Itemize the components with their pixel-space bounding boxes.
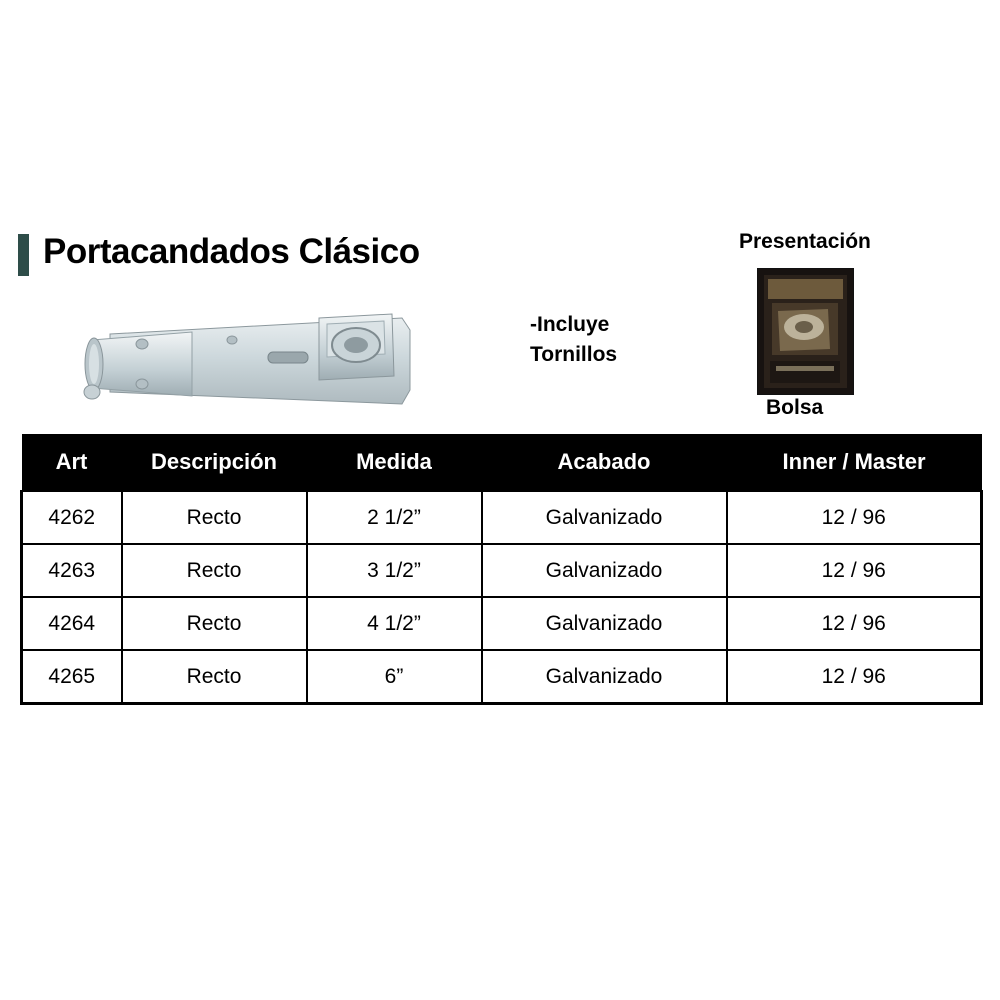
cell-art: 4264: [22, 597, 122, 650]
presentation-photo: [757, 268, 854, 395]
cell-inner-master: 12 / 96: [727, 544, 982, 597]
cell-descripcion: Recto: [122, 544, 307, 597]
cell-descripcion: Recto: [122, 491, 307, 544]
title-accent-bar: [18, 234, 29, 276]
cell-medida: 6”: [307, 650, 482, 704]
includes-note: [530, 310, 617, 370]
column-header-acabado: Acabado: [482, 434, 727, 491]
presentation-caption: Bolsa: [766, 396, 824, 419]
cell-art: 4263: [22, 544, 122, 597]
product-photo: [72, 300, 427, 425]
includes-note-line1: -Incluye: [530, 313, 610, 336]
product-title: Portacandados Clásico: [43, 232, 420, 271]
cell-acabado: Galvanizado: [482, 597, 727, 650]
cell-acabado: Galvanizado: [482, 491, 727, 544]
page-title: [18, 232, 420, 276]
cell-art: 4265: [22, 650, 122, 704]
table-row: [22, 491, 982, 544]
presentation-label: Presentación: [739, 230, 871, 253]
cell-medida: 3 1/2”: [307, 544, 482, 597]
cell-inner-master: 12 / 96: [727, 597, 982, 650]
cell-inner-master: 12 / 96: [727, 491, 982, 544]
spec-table: [20, 434, 983, 705]
cell-inner-master: 12 / 96: [727, 650, 982, 704]
cell-acabado: Galvanizado: [482, 544, 727, 597]
table-header-row: [22, 434, 982, 491]
table-row: [22, 650, 982, 704]
cell-art: 4262: [22, 491, 122, 544]
column-header-art: Art: [22, 434, 122, 491]
cell-acabado: Galvanizado: [482, 650, 727, 704]
column-header-inner-master: Inner / Master: [727, 434, 982, 491]
column-header-descripcion: Descripción: [122, 434, 307, 491]
cell-medida: 2 1/2”: [307, 491, 482, 544]
cell-medida: 4 1/2”: [307, 597, 482, 650]
table-row: [22, 597, 982, 650]
table-row: [22, 544, 982, 597]
column-header-medida: Medida: [307, 434, 482, 491]
cell-descripcion: Recto: [122, 597, 307, 650]
cell-descripcion: Recto: [122, 650, 307, 704]
includes-note-line2: Tornillos: [530, 343, 618, 366]
